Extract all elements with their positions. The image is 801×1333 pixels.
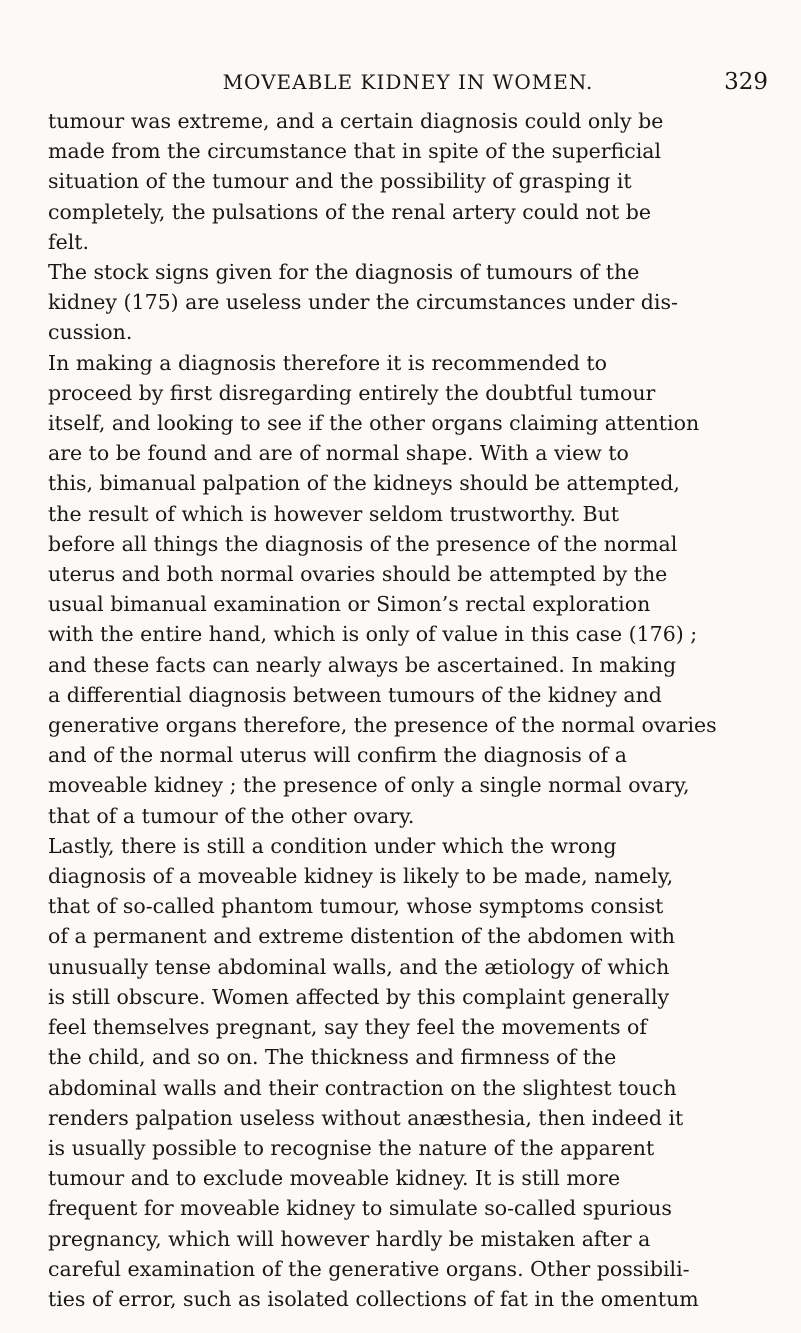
text-line: diagnosis of a moveable kidney is likely to be made, namely, [48, 864, 674, 889]
text-line: with the entire hand, which is only of value in this case (176) ; [48, 622, 698, 647]
text-line: usual bimanual examination or Simon’s rectal exploration [48, 592, 651, 617]
text-line: are to be found and are of normal shape. With a view to [48, 441, 629, 466]
text-line: of a permanent and extreme distention of the abdomen with [48, 924, 676, 949]
text-line: cussion. [48, 320, 133, 345]
text-line: feel themselves pregnant, say they feel the movements of [48, 1015, 647, 1040]
text-line: generative organs therefore, the presence of the normal ovaries [48, 713, 717, 738]
text-line: ties of error, such as isolated collections of fat in the omentum [48, 1286, 699, 1311]
text-line: situation of the tumour and the possibility of grasping it [48, 169, 632, 194]
body-text [48, 106, 768, 1316]
text-line: pregnancy, which will however hardly be mistaken after a [48, 1226, 651, 1251]
running-title: MOVEABLE KIDNEY IN WOMEN. [222, 70, 594, 94]
text-line: tumour and to exclude moveable kidney. It is still more [48, 1166, 621, 1191]
text-line: a differential diagnosis between tumours of the kidney and [48, 682, 662, 707]
text-line: frequent for moveable kidney to simulate so-called spurious [48, 1196, 672, 1221]
text-line: that of a tumour of the other ovary. [48, 803, 415, 828]
text-line: moveable kidney ; the presence of only a single normal ovary, [48, 773, 690, 798]
text-line: the result of which is however seldom trustworthy. But [48, 501, 620, 526]
text-line: uterus and both normal ovaries should be attempted by the [48, 562, 668, 587]
text-line: itself, and looking to see if the other organs claiming attention [48, 411, 700, 436]
text-line: and of the normal uterus will confirm the diagnosis of a [48, 743, 627, 768]
text-line: Lastly, there is still a condition under which the wrong [48, 833, 617, 858]
text-line: completely, the pulsations of the renal artery could not be [48, 199, 652, 224]
text-line: the child, and so on. The thickness and firmness of the [48, 1045, 617, 1070]
page-number: 329 [724, 69, 768, 95]
text-line: before all things the diagnosis of the presence of the normal [48, 531, 678, 556]
text-line: made from the circumstance that in spite of the superficial [48, 139, 662, 164]
text-line: The stock signs given for the diagnosis of tumours of the [48, 260, 640, 285]
text-line: kidney (175) are useless under the circumstances under dis- [48, 290, 678, 315]
text-line: and these facts can nearly always be ascertained. In making [48, 652, 677, 677]
text-line: felt. [48, 229, 90, 254]
text-line: renders palpation useless without anæsthesia, then indeed it [48, 1105, 684, 1130]
text-line: careful examination of the generative organs. Other possibili- [48, 1256, 690, 1281]
running-head [48, 68, 768, 96]
text-line: is usually possible to recognise the nature of the apparent [48, 1135, 655, 1160]
text-line: abdominal walls and their contraction on the slightest touch [48, 1075, 677, 1100]
text-line: proceed by first disregarding entirely the doubtful tumour [48, 380, 656, 405]
text-line: In making a diagnosis therefore it is recommended to [48, 350, 607, 375]
text-line: that of so-called phantom tumour, whose symptoms consist [48, 894, 664, 919]
text-line: this, bimanual palpation of the kidneys should be attempted, [48, 471, 680, 496]
text-line: unusually tense abdominal walls, and the ætiology of which [48, 954, 670, 979]
text-line: is still obscure. Women affected by this complaint generally [48, 984, 670, 1009]
text-line: tumour was extreme, and a certain diagnosis could only be [48, 109, 664, 133]
